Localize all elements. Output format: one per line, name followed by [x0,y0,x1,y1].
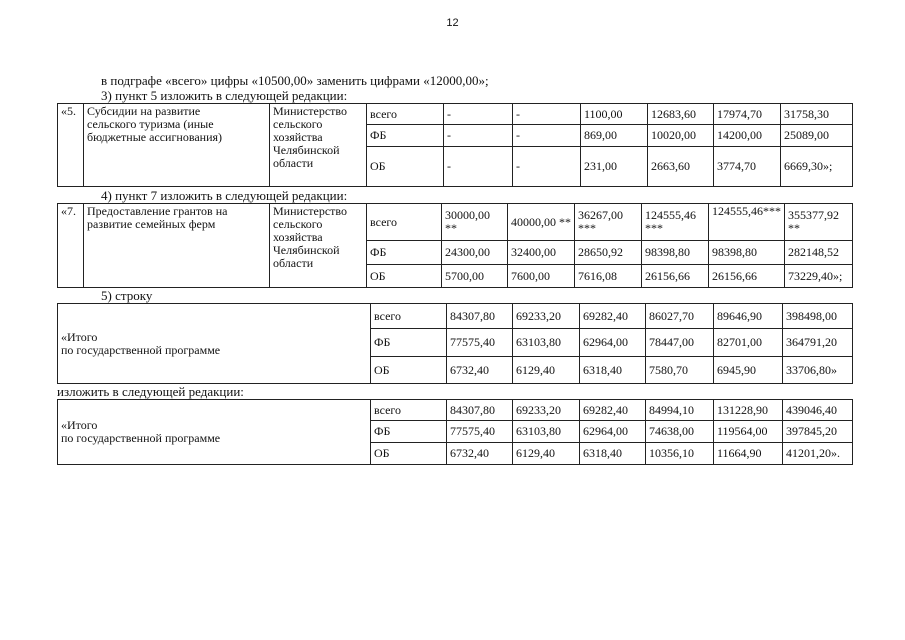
cell-value: 69233,20 [513,400,580,421]
text-line-new-edition: изложить в следующей редакции: [57,384,244,399]
cell-value: 98398,80 [642,241,709,265]
cell-value: 63103,80 [513,421,580,443]
cell-value: 69233,20 [513,304,580,329]
table-item-7 [57,203,853,288]
row-label: всего [367,204,442,241]
item-name-line: Предоставление грантов на [87,204,228,218]
table-total-old [57,303,853,384]
text-line-item-5: 3) пункт 5 изложить в следующей редакции: [101,88,348,103]
cell-value: 77575,40 [447,421,513,443]
item-name [84,204,270,288]
cell-value: 355377,92 ** [785,204,853,241]
responsible-ministry: Министерство сельского хозяйства Челябинской области [270,104,367,187]
cell-value: 6945,90 [714,357,783,384]
cell-value: - [444,104,513,125]
cell-value: 74638,00 [646,421,714,443]
table-row [58,104,853,125]
cell-value: 5700,00 [442,265,508,288]
text-line-subgraph: в подграфе «всего» цифры «10500,00» заменить цифрами «12000,00»; [101,73,489,88]
item-name-line: бюджетные ассигнования) [87,130,223,144]
text-line-item-7: 4) пункт 7 изложить в следующей редакции: [101,188,348,203]
cell-value: 1100,00 [581,104,648,125]
cell-value: 98398,80 [709,241,785,265]
cell-value: 119564,00 [714,421,783,443]
cell-value: 89646,90 [714,304,783,329]
row-label: ОБ [367,265,442,288]
item-number: «7. [58,204,84,288]
row-label: ФБ [371,421,447,443]
cell-value: 282148,52 [785,241,853,265]
cell-value: - [513,104,581,125]
total-title [58,304,371,384]
cell-value: 124555,46*** [709,204,785,241]
cell-value: 73229,40»; [785,265,853,288]
table-item-5 [57,103,853,187]
cell-value: 439046,40 [783,400,853,421]
cell-value: 6318,40 [580,443,646,465]
cell-value: 62964,00 [580,329,646,357]
row-label: всего [371,304,447,329]
cell-value: 124555,46 *** [642,204,709,241]
item-name-line: Субсидии на развитие [87,104,201,118]
row-label: ОБ [371,443,447,465]
cell-value: 36267,00 *** [575,204,642,241]
page-number: 12 [446,17,459,29]
row-label: ОБ [367,147,444,187]
cell-value: 33706,80» [783,357,853,384]
cell-value: - [444,147,513,187]
cell-value: 28650,92 [575,241,642,265]
cell-value: 12683,60 [648,104,714,125]
total-title-line: «Итого [61,329,98,344]
cell-value: 82701,00 [714,329,783,357]
cell-value: 78447,00 [646,329,714,357]
cell-value: 32400,00 [508,241,575,265]
cell-value: 17974,70 [714,104,781,125]
row-label: ФБ [371,329,447,357]
table-row [58,304,853,329]
total-title-line: «Итого [61,418,98,432]
cell-value: 40000,00 ** [508,204,575,241]
total-title [58,400,371,465]
item-name-line: развитие семейных ферм [87,217,216,231]
cell-value: 231,00 [581,147,648,187]
cell-value: 30000,00 ** [442,204,508,241]
cell-value: 6732,40 [447,443,513,465]
cell-value: 41201,20». [783,443,853,465]
cell-value: 86027,70 [646,304,714,329]
cell-value: 25089,00 [781,125,853,147]
row-label: ФБ [367,241,442,265]
cell-value: 6129,40 [513,443,580,465]
cell-value: 24300,00 [442,241,508,265]
cell-value: 10356,10 [646,443,714,465]
cell-value: 7600,00 [508,265,575,288]
cell-value: - [513,125,581,147]
total-title-line: по государственной программе [61,431,221,445]
item-name [84,104,270,187]
cell-value: 84307,80 [447,400,513,421]
cell-value: - [444,125,513,147]
cell-value: 2663,60 [648,147,714,187]
table-total-new [57,399,853,465]
cell-value: 69282,40 [580,304,646,329]
cell-value: 10020,00 [648,125,714,147]
item-number: «5. [58,104,84,187]
cell-value: 26156,66 [642,265,709,288]
row-label: всего [367,104,444,125]
table-row [58,204,853,241]
cell-value: 6732,40 [447,357,513,384]
cell-value: 6318,40 [580,357,646,384]
cell-value: 84307,80 [447,304,513,329]
cell-value: 6669,30»; [781,147,853,187]
cell-value: 869,00 [581,125,648,147]
cell-value: 131228,90 [714,400,783,421]
cell-value: 14200,00 [714,125,781,147]
cell-value: 364791,20 [783,329,853,357]
cell-value: 397845,20 [783,421,853,443]
cell-value: 31758,30 [781,104,853,125]
cell-value: 7616,08 [575,265,642,288]
row-label: ОБ [371,357,447,384]
table-row [58,400,853,421]
row-label: ФБ [367,125,444,147]
cell-value: 6129,40 [513,357,580,384]
responsible-ministry: Министерство сельского хозяйства Челябинской области [270,204,367,288]
row-label: всего [371,400,447,421]
total-title-line: по государственной программе [61,342,221,357]
cell-value: 11664,90 [714,443,783,465]
cell-value: 3774,70 [714,147,781,187]
cell-value: 63103,80 [513,329,580,357]
item-name-line: сельского туризма (иные [87,117,214,131]
cell-value: 398498,00 [783,304,853,329]
cell-value: 7580,70 [646,357,714,384]
cell-value: - [513,147,581,187]
text-line-row: 5) строку [101,288,153,303]
cell-value: 62964,00 [580,421,646,443]
cell-value: 77575,40 [447,329,513,357]
cell-value: 26156,66 [709,265,785,288]
cell-value: 84994,10 [646,400,714,421]
cell-value: 69282,40 [580,400,646,421]
